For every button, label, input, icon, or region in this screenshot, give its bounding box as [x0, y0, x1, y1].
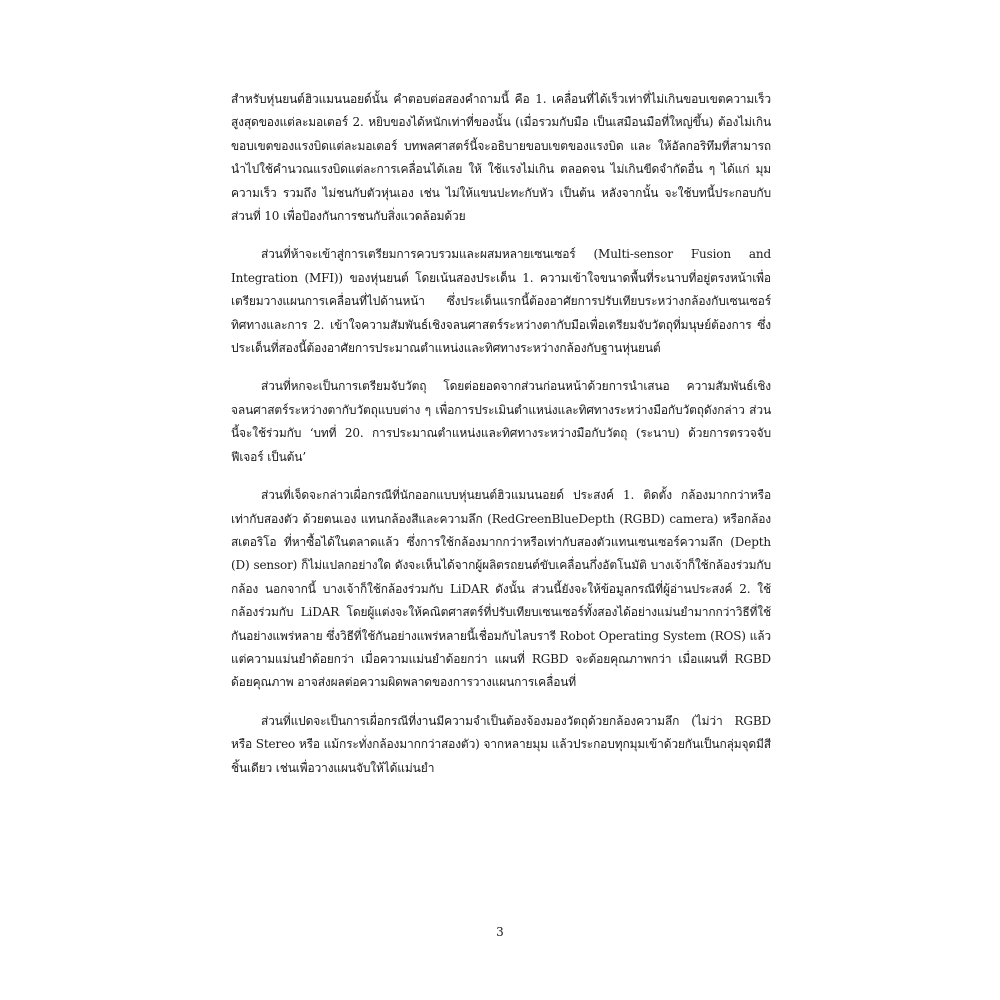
- paragraph-5: ส่วนที่แปดจะเป็นการเผื่อกรณีที่งานมีความจำเป็นต้องจ้องมองวัตถุด้วยกล้องความลึก (ไม่ว่า RGBD หรือ Stereo หรือ แม้กระทั่งกล้องมากกว่าสองตัว) จากหลายมุม แล้วประกอบทุกมุมเข้าด้วยกันเป็นกลุ่มจุดมีสีชิ้นเดียว เช่นเพื่อวางแผนจับให้ได้แม่นยำ: [231, 713, 771, 775]
- paragraph-1: สำหรับหุ่นยนต์ฮิวแมนนอยด์นั้น คำตอบต่อสองคำถามนี้ คือ 1. เคลื่อนที่ได้เร็วเท่าที่ไม่เกินขอบเขตความเร็วสูงสุดของแต่ละมอเตอร์ 2. หยิบของได้หนักเท่าที่ของนั้น (เมื่อรวมกับมือ เป็นเสมือนมือที่ใหญ่ขึ้น) ต้องไม่เกินขอบเขตของแรงบิดแต่ละมอเตอร์ บทพลศาสตร์นี้จะอธิบายขอบเขตของแรงบิด และ ให้อัลกอริทึมที่สามารถนำไปใช้คำนวณแรงบิดแต่ละการเคลื่อนได้เลย ให้ ใช้แรงไม่เกิน ตลอดจน ไม่เกินขีดจำกัดอื่น ๆ ได้แก่ มุม ความเร็ว รวมถึง ไม่ชนกับตัวหุ่นเอง เช่น ไม่ให้แขนปะทะกับหัว เป็นต้น หลังจากนั้น จะใช้บทนี้ประกอบกับส่วนที่ 10 เพื่อป้องกันการชนกับสิ่งแวดล้อมด้วย: [231, 92, 771, 224]
- paragraph-4: ส่วนที่เจ็ดจะกล่าวเผื่อกรณีที่นักออกแบบหุ่นยนต์ฮิวแมนนอยด์ ประสงค์ 1. ติดตั้ง กล้องมากกว่าหรือเท่ากับสองตัว ด้วยตนเอง แทนกล้องสีและความลึก (RedGreenBlueDepth (RGBD) camera) หรือกล้องสเตอริโอ ที่หาซื้อได้ในตลาดแล้ว ซึ่งการใช้กล้องมากกว่าหรือเท่ากับสองตัวแทนเซนเซอร์ความลึก (Depth (D) sensor) ก็ไม่แปลกอย่างใด ดังจะเห็นได้จากผู้ผลิตรถยนต์ขับเคลื่อนกึ่งอัตโนมัติ บางเจ้าก็ใช้กล้องร่วมกับกล้อง นอกจากนี้ บางเจ้าก็ใช้กล้องร่วมกับ LiDAR ดังนั้น ส่วนนี้ยังจะให้ข้อมูลกรณีที่ผู้อ่านประสงค์ 2. ใช้ กล้องร่วมกับ LiDAR โดยผู้แต่งจะให้คณิตศาสตร์ที่ปรับเทียบเซนเซอร์ทั้งสองได้อย่างแม่นยำมากกว่าวิธีที่ใช้กันอย่างแพร่หลาย ซึ่งวิธีที่ใช้กันอย่างแพร่หลายนี้เชื่อมกับไลบรารี Robot Operating System (ROS) แล้ว แต่ความแม่นยำด้อยกว่า เมื่อความแม่นยำด้อยกว่า แผนที่ RGBD จะด้อยคุณภาพกว่า เมื่อแผนที่ RGBD ด้อยคุณภาพ อาจส่งผลต่อความผิดพลาดของการวางแผนการเคลื่อนที่: [231, 488, 771, 690]
- paragraph-2: ส่วนที่ห้าจะเข้าสู่การเตรียมการควบรวมและผสมหลายเซนเซอร์ (Multi-sensor Fusion and Integration (MFI)) ของหุ่นยนต์ โดยเน้นสองประเด็น 1. ความเข้าใจขนาดพื้นที่ระนาบที่อยู่ตรงหน้าเพื่อเตรียมวางแผนการเคลื่อนที่ไปด้านหน้า ซึ่งประเด็นแรกนี้ต้องอาศัยการปรับเทียบระหว่างกล้องกับเซนเซอร์ทิศทางและการ 2. เข้าใจความสัมพันธ์เชิงจลนศาสตร์ระหว่างตากับมือเพื่อเตรียมจับวัตถุที่มนุษย์ต้องการ ซึ่งประเด็นที่สองนี้ต้องอาศัยการประมาณตำแหน่งและทิศทางระหว่างกล้องกับฐานหุ่นยนต์: [231, 247, 771, 356]
- page-number: 3: [496, 925, 504, 939]
- body-text: [231, 88, 771, 795]
- paragraph-3: ส่วนที่หกจะเป็นการเตรียมจับวัตถุ โดยต่อยอดจากส่วนก่อนหน้าด้วยการนำเสนอ ความสัมพันธ์เชิงจลนศาสตร์ระหว่างตากับวัตถุแบบต่าง ๆ เพื่อการประเมินตำแหน่งและทิศทางระหว่างมือกับวัตถุดังกล่าว ส่วนนี้จะใช้ร่วมกับ ‘บทที่ 20. การประมาณตำแหน่งและทิศทางระหว่างมือกับวัตถุ (ระนาบ) ด้วยการตรวจจับฟีเจอร์ เป็นต้น’: [231, 379, 771, 464]
